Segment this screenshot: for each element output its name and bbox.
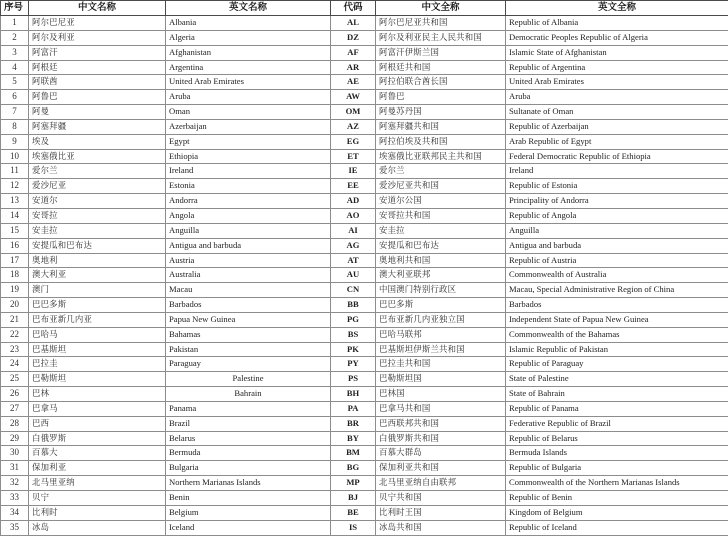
cell-cn-full: 安提瓜和巴布达: [376, 238, 506, 253]
cell-cn-full: 阿尔巴尼亚共和国: [376, 16, 506, 31]
cell-code: CN: [331, 283, 376, 298]
cell-cn-name: 奥地利: [29, 253, 166, 268]
column-header-en-full: 英文全称: [506, 1, 728, 16]
cell-seq: 31: [1, 461, 29, 476]
cell-cn-full: 奥地利共和国: [376, 253, 506, 268]
cell-en-full: Barbados: [506, 298, 728, 313]
cell-en-name: Palestine: [166, 372, 331, 387]
cell-code: BH: [331, 387, 376, 402]
cell-en-full: Aruba: [506, 90, 728, 105]
cell-seq: 34: [1, 505, 29, 520]
cell-cn-name: 澳大利亚: [29, 268, 166, 283]
cell-cn-name: 爱沙尼亚: [29, 179, 166, 194]
cell-cn-name: 贝宁: [29, 491, 166, 506]
cell-en-name: Barbados: [166, 298, 331, 313]
cell-en-name: Belarus: [166, 431, 331, 446]
table-row: [1, 105, 728, 120]
cell-seq: 11: [1, 164, 29, 179]
cell-seq: 6: [1, 90, 29, 105]
cell-cn-full: 巴布亚新几内亚独立国: [376, 312, 506, 327]
cell-cn-name: 阿联酋: [29, 75, 166, 90]
cell-en-full: Republic of Belarus: [506, 431, 728, 446]
cell-en-name: Oman: [166, 105, 331, 120]
table-row: [1, 401, 728, 416]
cell-code: AL: [331, 16, 376, 31]
cell-en-full: Macau, Special Administrative Region of China: [506, 283, 728, 298]
cell-seq: 18: [1, 268, 29, 283]
cell-en-full: State of Palestine: [506, 372, 728, 387]
cell-cn-name: 埃及: [29, 134, 166, 149]
table-row: [1, 164, 728, 179]
cell-cn-full: 巴西联邦共和国: [376, 416, 506, 431]
cell-code: DZ: [331, 30, 376, 45]
cell-seq: 4: [1, 60, 29, 75]
cell-cn-full: 保加利亚共和国: [376, 461, 506, 476]
cell-en-full: Bermuda Islands: [506, 446, 728, 461]
cell-seq: 2: [1, 30, 29, 45]
cell-en-name: Pakistan: [166, 342, 331, 357]
cell-cn-full: 安圭拉: [376, 223, 506, 238]
table-row: [1, 149, 728, 164]
cell-seq: 14: [1, 208, 29, 223]
cell-cn-full: 阿鲁巴: [376, 90, 506, 105]
table-row: [1, 342, 728, 357]
cell-en-full: Islamic Republic of Pakistan: [506, 342, 728, 357]
cell-seq: 21: [1, 312, 29, 327]
cell-cn-name: 巴拿马: [29, 401, 166, 416]
cell-en-full: Federal Democratic Republic of Ethiopia: [506, 149, 728, 164]
cell-cn-name: 巴基斯坦: [29, 342, 166, 357]
cell-en-full: Antigua and barbuda: [506, 238, 728, 253]
cell-en-full: Independent State of Papua New Guinea: [506, 312, 728, 327]
cell-code: BR: [331, 416, 376, 431]
cell-code: AT: [331, 253, 376, 268]
cell-seq: 24: [1, 357, 29, 372]
cell-cn-name: 爱尔兰: [29, 164, 166, 179]
cell-en-full: Republic of Argentina: [506, 60, 728, 75]
table-row: [1, 416, 728, 431]
cell-cn-name: 安哥拉: [29, 208, 166, 223]
cell-cn-name: 巴巴多斯: [29, 298, 166, 313]
cell-cn-name: 巴勒斯坦: [29, 372, 166, 387]
cell-code: AO: [331, 208, 376, 223]
table-row: [1, 60, 728, 75]
cell-seq: 3: [1, 45, 29, 60]
cell-code: MP: [331, 476, 376, 491]
cell-cn-full: 阿曼苏丹国: [376, 105, 506, 120]
cell-en-name: Benin: [166, 491, 331, 506]
table-row: [1, 119, 728, 134]
cell-en-full: Democratic Peoples Republic of Algeria: [506, 30, 728, 45]
cell-seq: 27: [1, 401, 29, 416]
cell-en-name: Bahamas: [166, 327, 331, 342]
cell-cn-name: 巴布亚新几内亚: [29, 312, 166, 327]
cell-code: AD: [331, 194, 376, 209]
cell-cn-name: 阿尔及利亚: [29, 30, 166, 45]
cell-en-full: Republic of Panama: [506, 401, 728, 416]
cell-code: AZ: [331, 119, 376, 134]
cell-code: PS: [331, 372, 376, 387]
cell-cn-name: 安道尔: [29, 194, 166, 209]
cell-seq: 16: [1, 238, 29, 253]
cell-seq: 35: [1, 520, 29, 535]
table-row: [1, 505, 728, 520]
cell-code: IS: [331, 520, 376, 535]
cell-en-name: Anguilla: [166, 223, 331, 238]
cell-code: BS: [331, 327, 376, 342]
cell-seq: 30: [1, 446, 29, 461]
cell-cn-name: 安提瓜和巴布达: [29, 238, 166, 253]
cell-en-full: Islamic State of Afghanistan: [506, 45, 728, 60]
cell-seq: 17: [1, 253, 29, 268]
cell-en-full: Federative Republic of Brazil: [506, 416, 728, 431]
cell-cn-full: 白俄罗斯共和国: [376, 431, 506, 446]
table-row: [1, 461, 728, 476]
cell-cn-full: 巴哈马联邦: [376, 327, 506, 342]
cell-cn-full: 冰岛共和国: [376, 520, 506, 535]
table-row: [1, 372, 728, 387]
table-row: [1, 30, 728, 45]
table-row: [1, 446, 728, 461]
cell-en-full: Anguilla: [506, 223, 728, 238]
column-header-code: 代码: [331, 1, 376, 16]
cell-seq: 7: [1, 105, 29, 120]
cell-cn-full: 比利时王国: [376, 505, 506, 520]
cell-en-name: Australia: [166, 268, 331, 283]
cell-en-name: Afghanistan: [166, 45, 331, 60]
cell-en-full: State of Bahrain: [506, 387, 728, 402]
cell-en-name: Northern Marianas Islands: [166, 476, 331, 491]
cell-cn-name: 百慕大: [29, 446, 166, 461]
cell-cn-name: 比利时: [29, 505, 166, 520]
cell-cn-name: 保加利亚: [29, 461, 166, 476]
cell-en-name: Ethiopia: [166, 149, 331, 164]
cell-cn-full: 阿富汗伊斯兰国: [376, 45, 506, 60]
cell-seq: 32: [1, 476, 29, 491]
cell-seq: 9: [1, 134, 29, 149]
cell-en-name: Iceland: [166, 520, 331, 535]
cell-code: BE: [331, 505, 376, 520]
cell-code: BG: [331, 461, 376, 476]
cell-seq: 25: [1, 372, 29, 387]
column-header-cn-name: 中文名称: [29, 1, 166, 16]
cell-code: ET: [331, 149, 376, 164]
cell-seq: 12: [1, 179, 29, 194]
table-row: [1, 90, 728, 105]
cell-cn-full: 爱沙尼亚共和国: [376, 179, 506, 194]
cell-seq: 20: [1, 298, 29, 313]
cell-seq: 8: [1, 119, 29, 134]
cell-en-full: Republic of Austria: [506, 253, 728, 268]
cell-en-name: Bermuda: [166, 446, 331, 461]
cell-seq: 1: [1, 16, 29, 31]
cell-en-full: Republic of Iceland: [506, 520, 728, 535]
cell-code: AR: [331, 60, 376, 75]
cell-cn-name: 北马里亚纳: [29, 476, 166, 491]
table-row: [1, 387, 728, 402]
cell-en-name: Austria: [166, 253, 331, 268]
table-row: [1, 238, 728, 253]
cell-cn-name: 阿塞拜疆: [29, 119, 166, 134]
cell-cn-full: 贝宁共和国: [376, 491, 506, 506]
cell-en-name: Andorra: [166, 194, 331, 209]
cell-en-name: Bahrain: [166, 387, 331, 402]
cell-en-full: Republic of Estonia: [506, 179, 728, 194]
cell-code: AW: [331, 90, 376, 105]
cell-cn-full: 爱尔兰: [376, 164, 506, 179]
cell-seq: 23: [1, 342, 29, 357]
cell-code: AG: [331, 238, 376, 253]
cell-en-name: Aruba: [166, 90, 331, 105]
column-header-en-name: 英文名称: [166, 1, 331, 16]
cell-cn-full: 巴林国: [376, 387, 506, 402]
cell-en-full: Commonwealth of the Bahamas: [506, 327, 728, 342]
cell-cn-full: 中国澳门特别行政区: [376, 283, 506, 298]
cell-code: BY: [331, 431, 376, 446]
column-header-seq: 序号: [1, 1, 29, 16]
cell-en-full: Republic of Azerbaijan: [506, 119, 728, 134]
cell-en-name: Panama: [166, 401, 331, 416]
table-row: [1, 327, 728, 342]
cell-seq: 15: [1, 223, 29, 238]
cell-en-name: Paraguay: [166, 357, 331, 372]
cell-code: AF: [331, 45, 376, 60]
cell-seq: 22: [1, 327, 29, 342]
table-row: [1, 357, 728, 372]
table-row: [1, 179, 728, 194]
table-row: [1, 476, 728, 491]
cell-cn-name: 阿富汗: [29, 45, 166, 60]
cell-en-full: Commonwealth of the Northern Marianas Islands: [506, 476, 728, 491]
cell-en-name: Ireland: [166, 164, 331, 179]
table-row: [1, 16, 728, 31]
cell-code: BB: [331, 298, 376, 313]
cell-code: EG: [331, 134, 376, 149]
table-row: [1, 491, 728, 506]
cell-code: PY: [331, 357, 376, 372]
cell-en-name: Brazil: [166, 416, 331, 431]
cell-cn-full: 阿尔及利亚民主人民共和国: [376, 30, 506, 45]
table-row: [1, 75, 728, 90]
cell-en-name: Azerbaijan: [166, 119, 331, 134]
cell-cn-full: 北马里亚纳自由联邦: [376, 476, 506, 491]
cell-en-full: Ireland: [506, 164, 728, 179]
cell-en-full: Republic of Bulgaria: [506, 461, 728, 476]
cell-en-full: Republic of Paraguay: [506, 357, 728, 372]
cell-code: BJ: [331, 491, 376, 506]
cell-cn-name: 阿尔巴尼亚: [29, 16, 166, 31]
cell-cn-name: 冰岛: [29, 520, 166, 535]
table-row: [1, 312, 728, 327]
table-row: [1, 520, 728, 535]
cell-code: PA: [331, 401, 376, 416]
table-row: [1, 134, 728, 149]
cell-cn-full: 巴拿马共和国: [376, 401, 506, 416]
table-row: [1, 208, 728, 223]
table-row: [1, 45, 728, 60]
cell-en-name: Algeria: [166, 30, 331, 45]
cell-cn-name: 白俄罗斯: [29, 431, 166, 446]
cell-en-name: Egypt: [166, 134, 331, 149]
cell-en-name: Papua New Guinea: [166, 312, 331, 327]
cell-cn-full: 巴巴多斯: [376, 298, 506, 313]
cell-seq: 28: [1, 416, 29, 431]
cell-en-name: Macau: [166, 283, 331, 298]
cell-cn-full: 安哥拉共和国: [376, 208, 506, 223]
cell-seq: 33: [1, 491, 29, 506]
table-row: [1, 253, 728, 268]
cell-en-full: Principality of Andorra: [506, 194, 728, 209]
cell-code: IE: [331, 164, 376, 179]
column-header-cn-full: 中文全称: [376, 1, 506, 16]
table-header: [1, 1, 728, 16]
cell-code: BM: [331, 446, 376, 461]
cell-cn-name: 巴拉圭: [29, 357, 166, 372]
cell-seq: 26: [1, 387, 29, 402]
table-row: [1, 223, 728, 238]
cell-cn-name: 澳门: [29, 283, 166, 298]
cell-cn-name: 阿鲁巴: [29, 90, 166, 105]
cell-en-full: Republic of Angola: [506, 208, 728, 223]
cell-cn-name: 巴哈马: [29, 327, 166, 342]
table-row: [1, 431, 728, 446]
cell-code: PG: [331, 312, 376, 327]
cell-cn-full: 阿拉伯联合酋长国: [376, 75, 506, 90]
cell-en-name: Antigua and barbuda: [166, 238, 331, 253]
cell-cn-full: 百慕大群岛: [376, 446, 506, 461]
cell-seq: 5: [1, 75, 29, 90]
cell-code: EE: [331, 179, 376, 194]
cell-cn-full: 澳大利亚联邦: [376, 268, 506, 283]
cell-seq: 10: [1, 149, 29, 164]
cell-cn-name: 巴林: [29, 387, 166, 402]
table-row: [1, 298, 728, 313]
cell-en-name: Angola: [166, 208, 331, 223]
table-row: [1, 283, 728, 298]
cell-seq: 13: [1, 194, 29, 209]
table-row: [1, 268, 728, 283]
cell-code: AI: [331, 223, 376, 238]
cell-en-full: Sultanate of Oman: [506, 105, 728, 120]
cell-cn-name: 安圭拉: [29, 223, 166, 238]
cell-cn-full: 阿根廷共和国: [376, 60, 506, 75]
cell-cn-full: 巴拉圭共和国: [376, 357, 506, 372]
cell-cn-full: 巴基斯坦伊斯兰共和国: [376, 342, 506, 357]
cell-en-name: Argentina: [166, 60, 331, 75]
cell-en-full: Arab Republic of Egypt: [506, 134, 728, 149]
cell-en-name: Belgium: [166, 505, 331, 520]
cell-en-name: Estonia: [166, 179, 331, 194]
cell-en-name: Albania: [166, 16, 331, 31]
cell-en-name: Bulgaria: [166, 461, 331, 476]
cell-en-full: Kingdom of Belgium: [506, 505, 728, 520]
cell-en-full: Republic of Albania: [506, 16, 728, 31]
cell-cn-name: 阿曼: [29, 105, 166, 120]
cell-seq: 19: [1, 283, 29, 298]
cell-en-full: Republic of Benin: [506, 491, 728, 506]
cell-cn-full: 埃塞俄比亚联邦民主共和国: [376, 149, 506, 164]
cell-code: AU: [331, 268, 376, 283]
cell-cn-name: 巴西: [29, 416, 166, 431]
cell-cn-full: 巴勒斯坦国: [376, 372, 506, 387]
cell-en-full: United Arab Emirates: [506, 75, 728, 90]
cell-cn-full: 阿拉伯埃及共和国: [376, 134, 506, 149]
cell-en-full: Commonwealth of Australia: [506, 268, 728, 283]
cell-cn-name: 埃塞俄比亚: [29, 149, 166, 164]
table-body: [1, 16, 728, 536]
cell-seq: 29: [1, 431, 29, 446]
cell-code: OM: [331, 105, 376, 120]
cell-cn-name: 阿根廷: [29, 60, 166, 75]
cell-code: PK: [331, 342, 376, 357]
cell-cn-full: 安道尔公国: [376, 194, 506, 209]
cell-en-name: United Arab Emirates: [166, 75, 331, 90]
cell-cn-full: 阿塞拜疆共和国: [376, 119, 506, 134]
table-row: [1, 194, 728, 209]
table-header-row: [1, 1, 728, 16]
cell-code: AE: [331, 75, 376, 90]
